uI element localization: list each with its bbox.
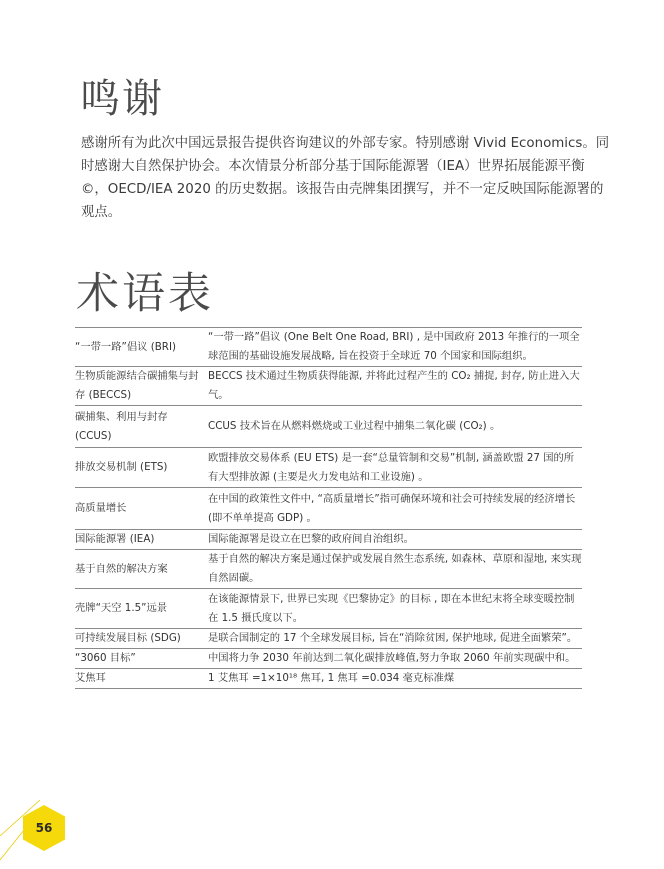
glossary-term: “一带一路”倡议 (BRI) <box>75 328 206 367</box>
glossary-term: 壳牌“天空 1.5”远景 <box>75 589 206 629</box>
glossary-term: “3060 目标” <box>75 649 206 669</box>
glossary-term: 碳捕集、利用与封存 (CCUS) <box>75 406 206 448</box>
page-number-badge <box>23 805 65 851</box>
glossary-definition: “一带一路”倡议 (One Belt One Road, BRI) , 是中国政府 2013 年推行的一项全球范围的基础设施发展战略, 旨在投资于全球近 70 个国家和国际组织。 <box>206 328 582 367</box>
glossary-definition: 在该能源情景下, 世界已实现《巴黎协定》的目标 , 即在本世纪末将全球变暖控制在 1.5 摄氏度以下。 <box>206 589 582 629</box>
glossary-definition: 1 艾焦耳 =1×10¹⁸ 焦耳, 1 焦耳 =0.034 毫克标准煤 <box>206 669 582 689</box>
glossary-title: 术语表 <box>76 269 214 319</box>
glossary-definition: CCUS 技术旨在从燃料燃烧或工业过程中捕集二氧化碳 (CO₂) 。 <box>206 406 582 448</box>
glossary-table <box>75 327 582 689</box>
glossary-row <box>75 406 582 448</box>
glossary-definition: 基于自然的解决方案是通过保护或发展自然生态系统, 如森林、草原和湿地, 来实现自然固碳。 <box>206 550 582 589</box>
glossary-term: 排放交易机制 (ETS) <box>75 448 206 488</box>
glossary-term: 国际能源署 (IEA) <box>75 530 206 550</box>
glossary-row <box>75 448 582 488</box>
glossary-definition: BECCS 技术通过生物质获得能源, 并将此过程产生的 CO₂ 捕捉, 封存, 防止进入大气。 <box>206 367 582 406</box>
glossary-row <box>75 669 582 689</box>
glossary-row <box>75 530 582 550</box>
glossary-row <box>75 367 582 406</box>
glossary-row <box>75 550 582 589</box>
glossary-row <box>75 328 582 367</box>
glossary-definition: 是联合国制定的 17 个全球发展目标, 旨在“消除贫困, 保护地球, 促进全面繁荣”。 <box>206 629 582 649</box>
glossary-row <box>75 649 582 669</box>
glossary-row <box>75 488 582 530</box>
acknowledgements-body: 感谢所有为此次中国远景报告提供咨询建议的外部专家。特别感谢 Vivid Economics。同时感谢大自然保护协会。本次情景分析部分基于国际能源署（IEA）世界拓展能源平衡 ©，OECD/IEA 2020 的历史数据。该报告由壳牌集团撰写，并不一定反映国际能源署的观点。 <box>81 136 610 220</box>
glossary-term: 可持续发展目标 (SDG) <box>75 629 206 649</box>
glossary-definition: 中国将力争 2030 年前达到二氧化碳排放峰值,努力争取 2060 年前实现碳中和。 <box>206 649 582 669</box>
glossary-term: 艾焦耳 <box>75 669 206 689</box>
glossary-term: 高质量增长 <box>75 488 206 530</box>
glossary-definition: 在中国的政策性文件中, “高质量增长”指可确保环境和社会可持续发展的经济增长 (即不单单提高 GDP) 。 <box>206 488 582 530</box>
glossary-row <box>75 629 582 649</box>
glossary-term: 生物质能源结合碳捕集与封存 (BECCS) <box>75 367 206 406</box>
glossary-term: 基于自然的解决方案 <box>75 550 206 589</box>
glossary-definition: 欧盟排放交易体系 (EU ETS) 是一套“总量管制和交易”机制, 涵盖欧盟 27 国的所有大型排放源 (主要是火力发电站和工业设施) 。 <box>206 448 582 488</box>
glossary-definition: 国际能源署是设立在巴黎的政府间自治组织。 <box>206 530 582 550</box>
page-number: 56 <box>35 821 53 835</box>
acknowledgements-title: 鸣谢 <box>80 76 164 122</box>
glossary-row <box>75 589 582 629</box>
